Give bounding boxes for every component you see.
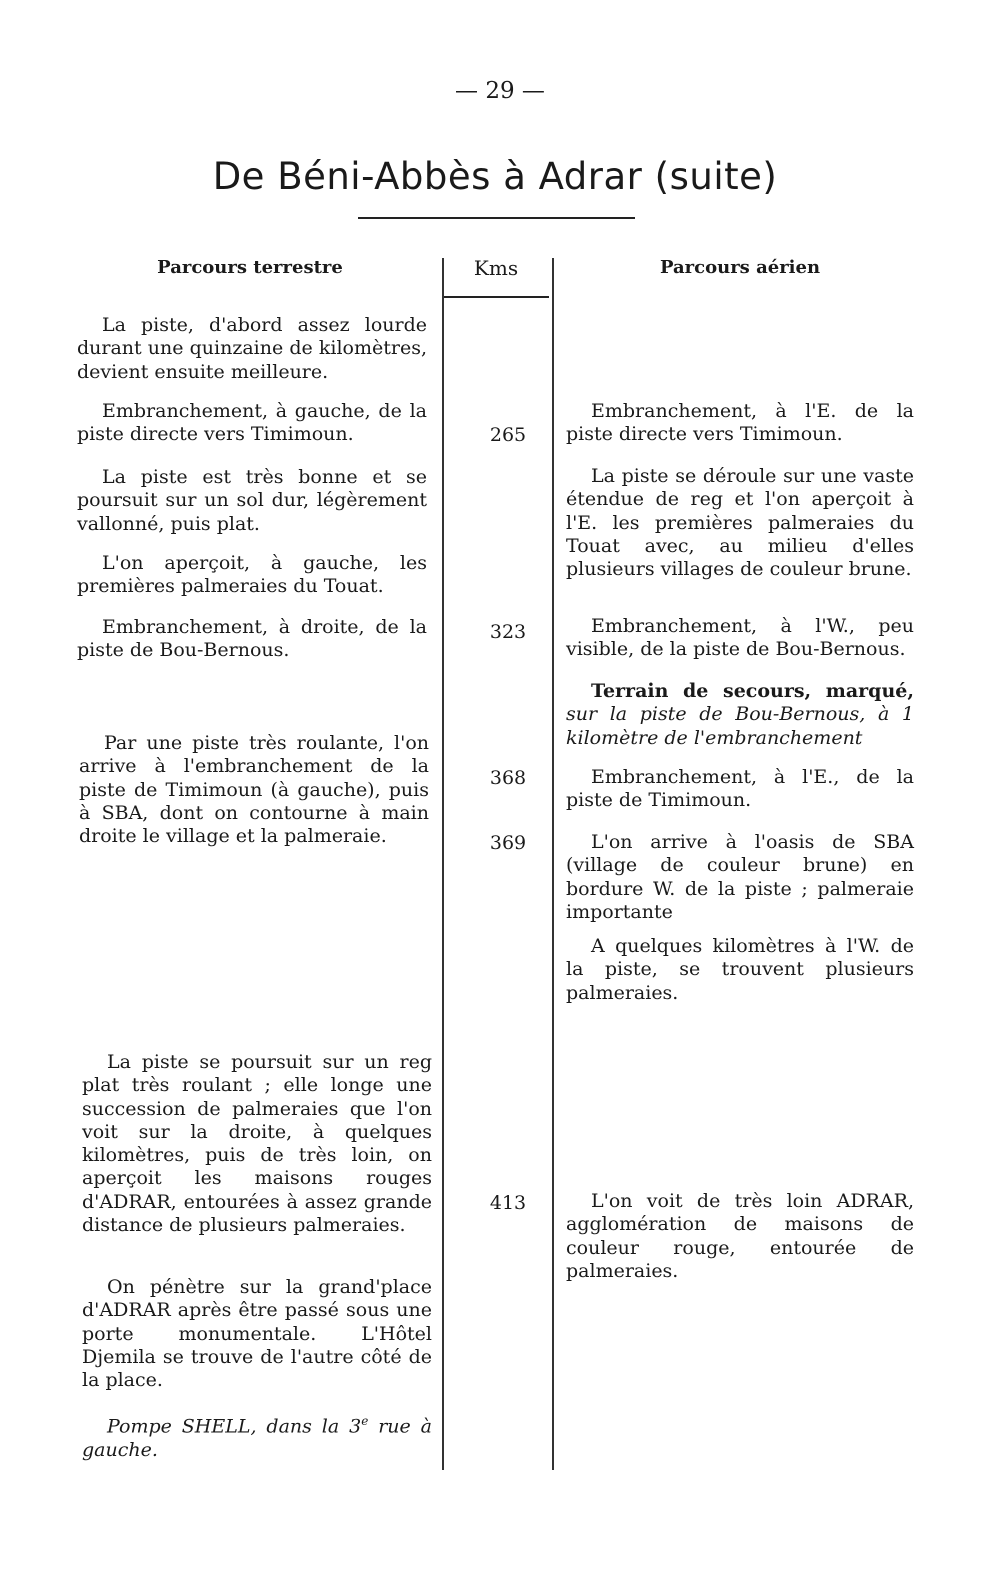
terrestre-paragraph-4: L'on aperçoit, à gauche, les premières palmeraies du Touat.: [77, 552, 427, 598]
title-rule: [358, 217, 635, 219]
km-value: 323: [489, 621, 527, 643]
km-value: 369: [489, 832, 527, 854]
column-divider-left: [442, 258, 444, 1470]
title-suffix: (suite): [654, 155, 778, 198]
km-value: 413: [489, 1192, 527, 1214]
aerien-paragraph-5: L'on arrive à l'oasis de SBA (village de couleur brune) en bordure W. de la piste ; palmeraie importante: [566, 831, 914, 923]
terrain-italic-text: sur la piste de Bou-Bernous, à 1 kilomètre de l'embranchement: [566, 703, 914, 749]
aerien-paragraph-6: A quelques kilomètres à l'W. de la piste, se trouvent plusieurs palmeraies.: [566, 935, 914, 1004]
column-header-kms: Kms: [473, 256, 519, 280]
title-main: De Béni-Abbès à Adrar: [212, 155, 643, 198]
aerien-paragraph-2: La piste se déroule sur une vaste étendue de reg et l'on aperçoit à l'E. les premières palmeraies du Touat avec, au milieu d'elles plusieurs villages de couleur brune.: [566, 465, 914, 581]
kms-header-rule: [443, 296, 549, 298]
shell-superscript: e: [361, 1414, 369, 1428]
terrestre-paragraph-2: Embranchement, à gauche, de la piste directe vers Timimoun.: [77, 400, 427, 446]
aerien-paragraph-4: Embranchement, à l'E., de la piste de Timimoun.: [566, 766, 914, 812]
terrestre-paragraph-5: Embranchement, à droite, de la piste de Bou-Bernous.: [77, 616, 427, 662]
aerien-paragraph-3: Embranchement, à l'W., peu visible, de la piste de Bou-Bernous.: [566, 615, 914, 661]
aerien-paragraph-1: Embranchement, à l'E. de la piste directe vers Timimoun.: [566, 400, 914, 446]
page-number: — 29 —: [455, 78, 545, 104]
terrestre-paragraph-shell: [82, 1410, 432, 1462]
terrain-bold-text: Terrain de secours, marqué,: [591, 680, 914, 702]
terrestre-paragraph-7: La piste se poursuit sur un reg plat très roulant ; elle longe une succession de palmeraies que l'on voit sur la droite, à quelques kilomètres, puis de très loin, on aperçoit les maisons rouges d'ADRAR, entourées à assez grande distance de plusieurs palmeraies.: [82, 1051, 432, 1237]
terrestre-paragraph-1: La piste, d'abord assez lourde durant une quinzaine de kilomètres, devient ensuite meilleure.: [77, 314, 427, 383]
km-value: 368: [489, 767, 527, 789]
terrestre-paragraph-8: On pénètre sur la grand'place d'ADRAR après être passé sous une porte monumentale. L'Hôtel Djemila se trouve de l'autre côté de la place.: [82, 1276, 432, 1392]
terrestre-paragraph-6: Par une piste très roulante, l'on arrive à l'embranchement de la piste de Timimoun (à gauche), puis à SBA, dont on contourne à main droite le village et la palmeraie.: [79, 732, 429, 848]
column-header-terrestre: Parcours terrestre: [157, 257, 343, 278]
column-header-aerien: Parcours aérien: [659, 257, 821, 278]
km-value: 265: [489, 424, 527, 446]
shell-text-before: Pompe SHELL, dans la 3: [107, 1415, 362, 1438]
terrestre-paragraph-3: La piste est très bonne et se poursuit sur un sol dur, légèrement vallonné, puis plat.: [77, 466, 427, 535]
aerien-terrain-paragraph: [566, 680, 914, 750]
shell-text-after: rue à gauche.: [82, 1415, 432, 1461]
page-title: [0, 155, 990, 198]
aerien-paragraph-7: L'on voit de très loin ADRAR, agglomération de maisons de couleur rouge, entourée de palmeraies.: [566, 1190, 914, 1282]
